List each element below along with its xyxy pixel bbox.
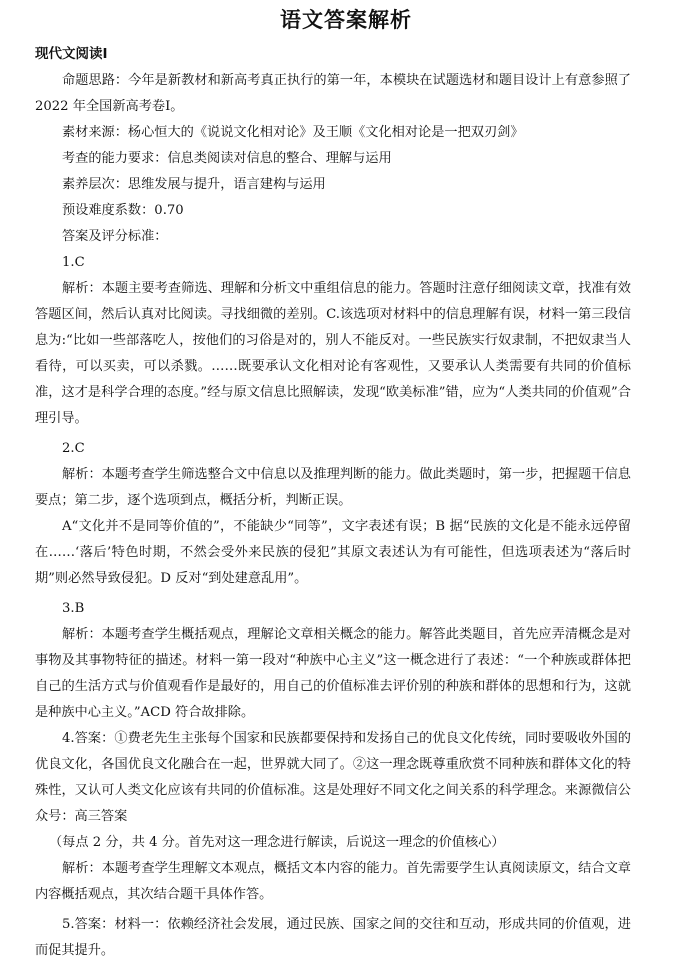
paragraph-answer-heading: 答案及评分标准： bbox=[62, 229, 168, 244]
answer-4-analysis: 解析：本题考查学生理解文本观点，概括文本内容的能力。首先需要学生认真阅读原文，结合文章内容概括观点，其次结合题干具体作答。 bbox=[35, 861, 631, 902]
document-body bbox=[35, 68, 631, 964]
answer-3-label: 3.B bbox=[62, 601, 85, 616]
paragraph-material-source: 素材来源：杨心恒大的《说说文化相对论》及王顺《文化相对论是一把双刃剑》 bbox=[62, 125, 524, 140]
answer-2-label: 2.C bbox=[62, 441, 85, 456]
answer-5-content: 5.答案：材料一：依赖经济社会发展，通过民族、国家之间的交往和互动，形成共同的价值观，进而促其提升。 bbox=[35, 917, 631, 958]
paragraph-design-idea: 命题思路：今年是新教材和新高考真正执行的第一年，本模块在试题选材和题目设计上有意参照了 2022 年全国新高考卷I。 bbox=[35, 73, 631, 114]
answer-2-analysis: 解析：本题考查学生筛选整合文中信息以及推理判断的能力。做此类题时，第一步，把握题干信息要点；第二步，逐个选项到点，概括分析，判断正误。 bbox=[35, 467, 631, 508]
answer-1-label: 1.C bbox=[62, 255, 85, 270]
paragraph-literacy-level: 素养层次：思维发展与提升，语言建构与运用 bbox=[62, 177, 326, 192]
paragraph-difficulty: 预设难度系数：0.70 bbox=[62, 203, 184, 218]
page-title: 语文答案解析 bbox=[280, 8, 412, 32]
section-heading: 现代文阅读I bbox=[35, 46, 108, 62]
answer-2-options: A“文化并不是同等价值的”，不能缺少“同等”，文字表述有误；B 据“民族的文化是不能永远停留在……‘落后’特色时期，不然会受外来民族的侵犯”其原文表述认为有可能性，但选项表述为“落后时期”则必然导致侵犯。D 反对“到处建意乱用”。 bbox=[35, 519, 631, 586]
answer-4-scoring: （每点 2 分，共 4 分。首先对这一理念进行解读，后说这一理念的价值核心） bbox=[49, 835, 505, 850]
paragraph-ability-requirement: 考查的能力要求：信息类阅读对信息的整合、理解与运用 bbox=[62, 151, 392, 166]
answer-4-content: 4.答案：①费老先生主张每个国家和民族都要保持和发扬自己的优良文化传统，同时要吸收外国的优良文化，各国优良文化融合在一起，世界就大同了。②这一理念既尊重欣赏不同种族和群体文化的特殊性，又认可人类文化应该有共同的价值标准。这是处理好不同文化之间关系的科学理念。来源微信公众号：高三答案 bbox=[35, 731, 631, 824]
answer-1-analysis: 解析：本题主要考查筛选、理解和分析文中重组信息的能力。答题时注意仔细阅读文章，找准有效答题区间，然后认真对比阅读。寻找细微的差别。C.该选项对材料中的信息理解有误，材料一第三段信息为:“比如一些部落吃人，按他们的习俗是对的，别人不能反对。一些民族实行奴隶制，不把奴隶当人看待，可以买卖，可以杀戮。……既要承认文化相对论有客观性，又要承认人类需要有共同的价值标准，这才是科学合理的态度。”经与原文信息比照解读，发现“欧美标准”错，应为“人类共同的价值观”合理引导。 bbox=[35, 281, 631, 426]
answer-3-analysis: 解析：本题考查学生概括观点，理解论文章相关概念的能力。解答此类题目，首先应弄清概念是对事物及其事物特征的描述。材料一第一段对“种族中心主义”这一概念进行了表述：“一个种族或群体把自己的生活方式与价值观看作是最好的，用自己的价值标准去评价别的种族和群体的思想和行为，这就是种族中心主义。”ACD 符合故排除。 bbox=[35, 627, 631, 720]
